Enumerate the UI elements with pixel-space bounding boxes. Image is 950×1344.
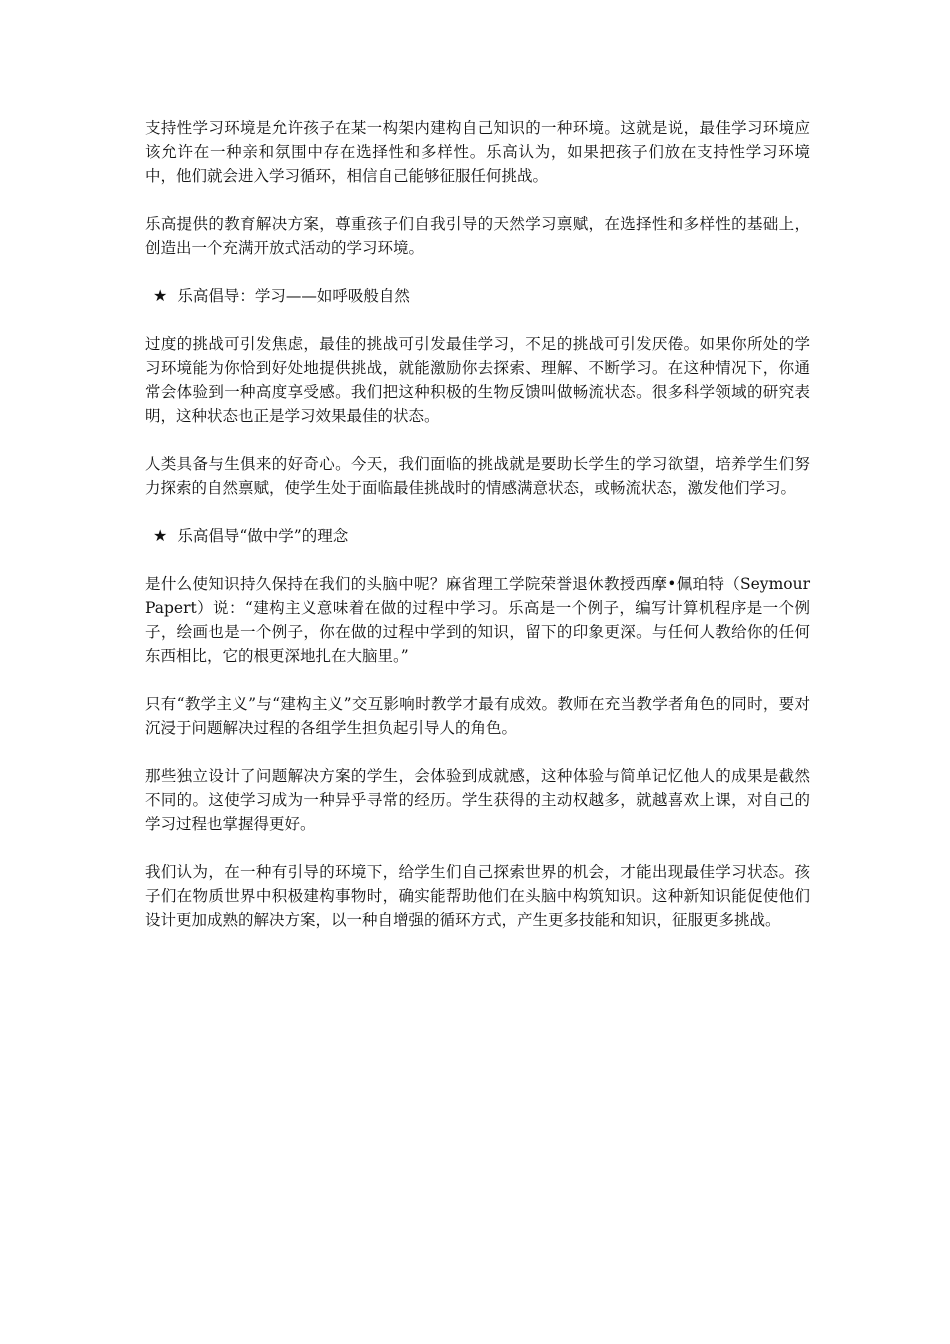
star-icon: ★	[153, 286, 168, 305]
paragraph-supportive-environment: 支持性学习环境是允许孩子在某一构架内建构自己知识的一种环境。这就是说，最佳学习环境应该允许在一种亲和氛围中存在选择性和多样性。乐高认为，如果把孩子们放在支持性学习环境中，他们就会进入学习循环，相信自己能够征服任何挑战。	[145, 119, 810, 185]
paragraph-achievement: 那些独立设计了问题解决方案的学生，会体验到成就感，这种体验与简单记忆他人的成果是截然不同的。这使学习成为一种异乎寻常的经历。学生获得的主动权越多，就越喜欢上课，对自己的学习过程也掌握得更好。	[145, 767, 810, 833]
paragraph-challenge-flow: 过度的挑战可引发焦虑，最佳的挑战可引发最佳学习，不足的挑战可引发厌倦。如果你所处的学习环境能为你恰到好处地提供挑战，就能激励你去探索、理解、不断学习。在这种情况下，你通常会体验到一种高度享受感。我们把这种积极的生物反馈叫做畅流状态。很多科学领域的研究表明，这种状态也正是学习效果最佳的状态。	[145, 335, 810, 425]
section-heading-learning-natural	[145, 284, 810, 308]
section-heading-text: 乐高倡导“做中学”的理念	[177, 527, 349, 545]
section-heading-text: 乐高倡导：学习——如呼吸般自然	[177, 287, 410, 305]
paragraph-curiosity: 人类具备与生俱来的好奇心。今天，我们面临的挑战就是要助长学生的学习欲望，培养学生们努力探索的自然禀赋，使学生处于面临最佳挑战时的情感满意状态，或畅流状态，激发他们学习。	[145, 455, 810, 497]
document-body	[145, 116, 810, 956]
paragraph-guided-exploration: 我们认为，在一种有引导的环境下，给学生们自己探索世界的机会，才能出现最佳学习状态。孩子们在物质世界中积极建构事物时，确实能帮助他们在头脑中构筑知识。这种新知识能促使他们设计更加成熟的解决方案，以一种自增强的循环方式，产生更多技能和知识，征服更多挑战。	[145, 863, 810, 929]
section-heading-learning-by-doing	[145, 524, 810, 548]
paragraph-papert-quote: 是什么使知识持久保持在我们的头脑中呢？麻省理工学院荣誉退休教授西摩•佩珀特（Seymour Papert）说：“建构主义意味着在做的过程中学习。乐高是一个例子，编写计算机程序是一个例子，绘画也是一个例子，你在做的过程中学到的知识，留下的印象更深。与任何人教给你的任何东西相比，它的根更深地扎在大脑里。”	[145, 575, 810, 665]
paragraph-lego-solutions: 乐高提供的教育解决方案，尊重孩子们自我引导的天然学习禀赋，在选择性和多样性的基础上，创造出一个充满开放式活动的学习环境。	[145, 215, 810, 257]
star-icon: ★	[153, 526, 168, 545]
paragraph-instructionism-constructivism: 只有“教学主义”与“建构主义”交互影响时教学才最有成效。教师在充当教学者角色的同时，要对沉浸于问题解决过程的各组学生担负起引导人的角色。	[145, 695, 810, 737]
